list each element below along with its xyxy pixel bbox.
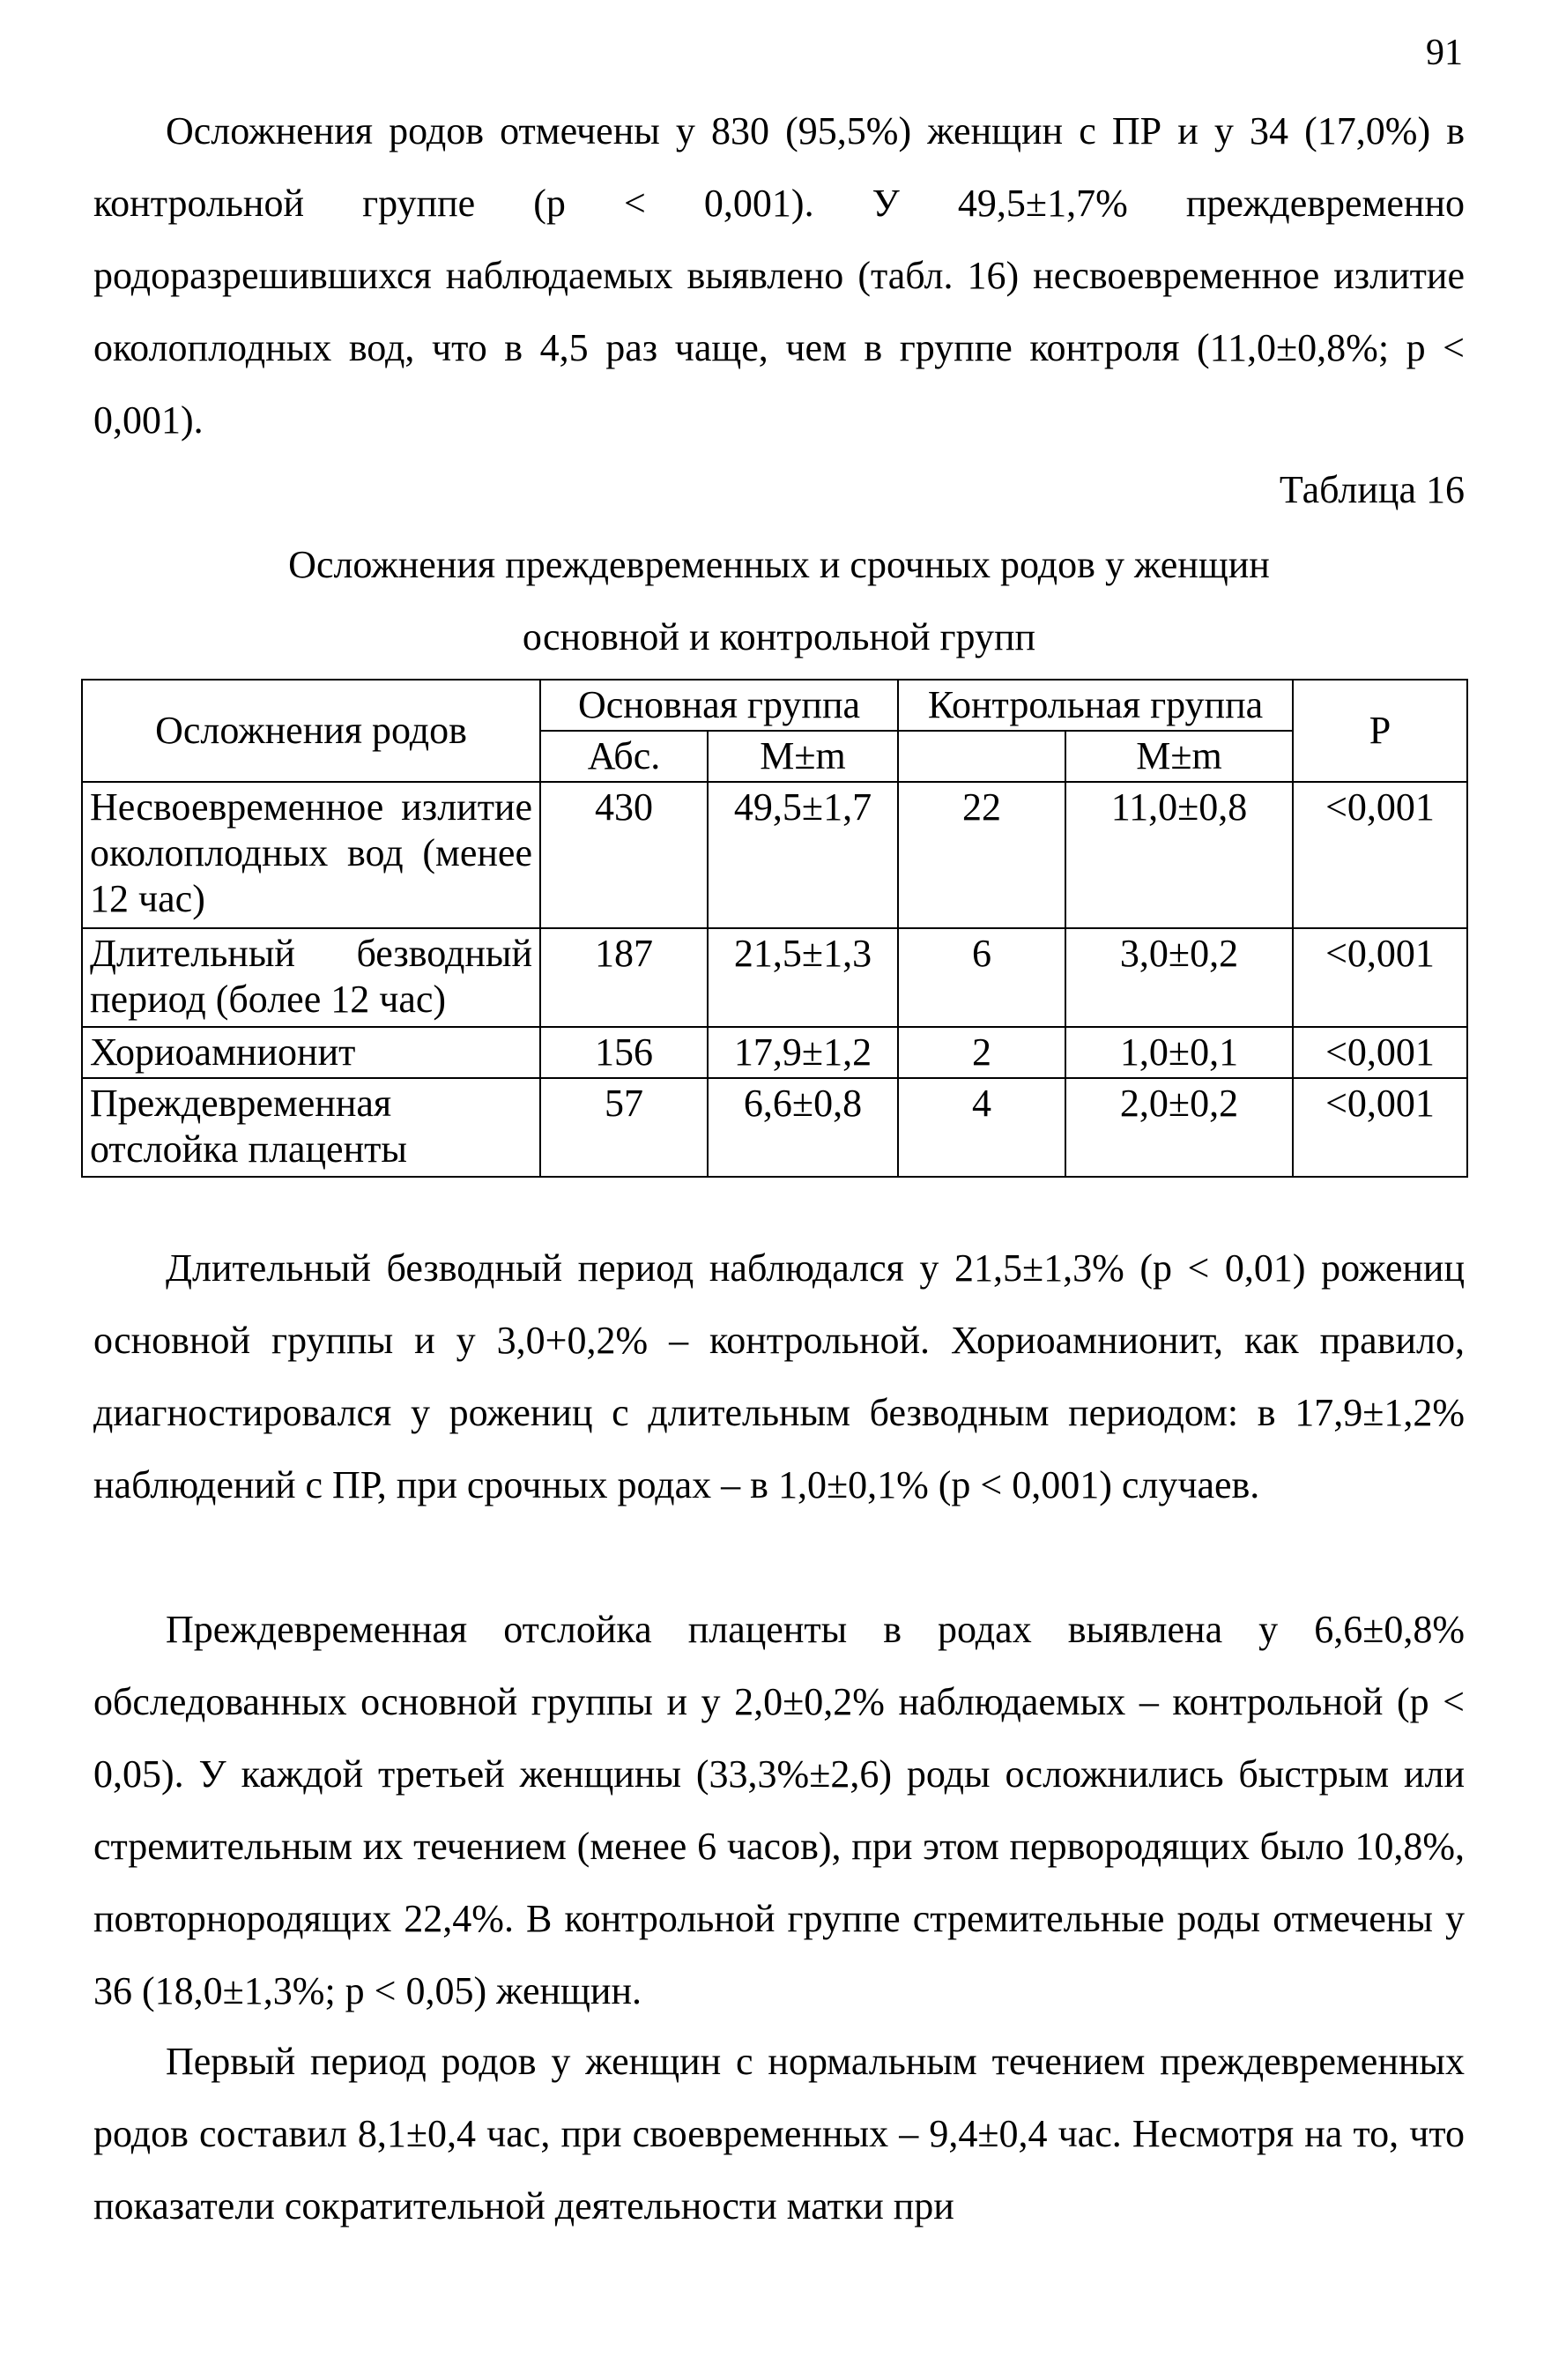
table-label: Таблица 16 — [1279, 468, 1465, 511]
control-abs-cell: 6 — [898, 928, 1065, 1027]
table-row — [82, 928, 1467, 1027]
control-mm-cell: 2,0±0,2 — [1065, 1078, 1293, 1177]
table-row — [82, 1078, 1467, 1177]
p-cell: <0,001 — [1293, 928, 1467, 1027]
header-p: P — [1293, 680, 1467, 782]
main-mm-cell: 6,6±0,8 — [708, 1078, 898, 1177]
p-cell: <0,001 — [1293, 782, 1467, 928]
table-title-line-1: Осложнения преждевременных и срочных родов у женщин — [288, 543, 1270, 586]
table-row — [82, 782, 1467, 928]
control-abs-cell: 2 — [898, 1027, 1065, 1078]
row-label: Преждевременная отслойка плаценты — [82, 1078, 540, 1177]
row-label: Длительный безводный период (более 12 час) — [82, 928, 540, 1027]
control-mm-cell: 1,0±0,1 — [1065, 1027, 1293, 1078]
main-abs-cell: 187 — [540, 928, 708, 1027]
paragraph-otsloyka: Преждевременная отслойка плаценты в родах выявлена у 6,6±0,8% обследованных основной группы и у 2,0±0,2% наблюдаемых – контрольной (р < 0,05). У каждой третьей женщины (33,3%±2,6) роды осложнились быстрым или стремительным их течением (менее 6 часов), при этом первородящих было 10,8%, повторнородящих 22,4%. В контрольной группе стремительные роды отмечены у 36 (18,0±1,3%; р < 0,05) женщин. — [93, 1608, 1465, 2012]
table-header-row-1 — [82, 680, 1467, 731]
main-mm-cell: 21,5±1,3 — [708, 928, 898, 1027]
page-number: 91 — [1426, 33, 1463, 73]
row-label: Несвоевременное излитие околоплодных вод (менее 12 час) — [82, 782, 540, 928]
table-title-line-2: основной и контрольной групп — [522, 615, 1036, 658]
header-control-abs — [898, 731, 1065, 782]
header-main-mm: M±m — [708, 731, 898, 782]
header-main-abs: Абс. — [540, 731, 708, 782]
main-mm-cell: 17,9±1,2 — [708, 1027, 898, 1078]
intro-paragraph: Осложнения родов отмечены у 830 (95,5%) женщин с ПР и у 34 (17,0%) в контрольной группе (р < 0,001). У 49,5±1,7% преждевременно родоразрешившихся наблюдаемых выявлено (табл. 16) несвоевременное излитие околоплодных вод, что в 4,5 раз чаще, чем в группе контроля (11,0±0,8%; р < 0,001). — [93, 109, 1465, 442]
control-abs-cell: 22 — [898, 782, 1065, 928]
table-title — [93, 529, 1465, 673]
control-mm-cell: 3,0±0,2 — [1065, 928, 1293, 1027]
header-main-group: Основная группа — [540, 680, 898, 731]
complications-table — [81, 679, 1468, 1178]
main-abs-cell: 57 — [540, 1078, 708, 1177]
header-control-mm: M±m — [1065, 731, 1293, 782]
p-cell: <0,001 — [1293, 1078, 1467, 1177]
control-mm-cell: 11,0±0,8 — [1065, 782, 1293, 928]
header-control-group: Контрольная группа — [898, 680, 1293, 731]
main-abs-cell: 156 — [540, 1027, 708, 1078]
main-mm-cell: 49,5±1,7 — [708, 782, 898, 928]
row-label: Хориоамнионит — [82, 1027, 540, 1078]
header-complications: Осложнения родов — [82, 680, 540, 782]
table-row — [82, 1027, 1467, 1078]
main-abs-cell: 430 — [540, 782, 708, 928]
p-cell: <0,001 — [1293, 1027, 1467, 1078]
control-abs-cell: 4 — [898, 1078, 1065, 1177]
paragraph-perviy-period: Первый период родов у женщин с нормальным течением преждевременных родов составил 8,1±0,4 час, при своевременных – 9,4±0,4 час. Несмотря на то, что показатели сократительной деятельности матки при — [93, 2040, 1465, 2228]
paragraph-bezvodny-period: Длительный безводный период наблюдался у 21,5±1,3% (р < 0,01) рожениц основной группы и у 3,0+0,2% – контрольной. Хориоамнионит, как правило, диагностировался у рожениц с длительным безводным периодом: в 17,9±1,2% наблюдений с ПР, при срочных родах – в 1,0±0,1% (р < 0,001) случаев. — [93, 1246, 1465, 1506]
